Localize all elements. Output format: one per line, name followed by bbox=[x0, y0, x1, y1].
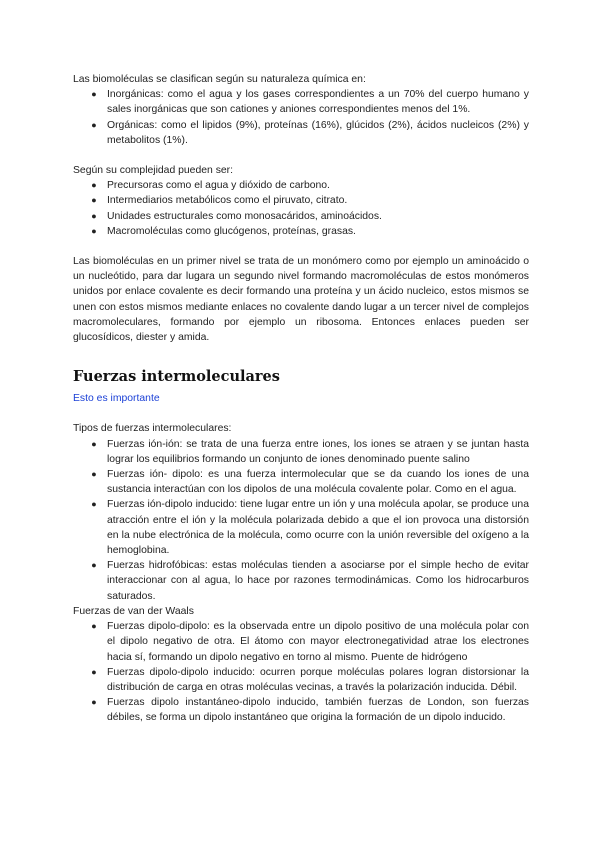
bullet-icon: ● bbox=[91, 119, 97, 130]
list-item: ● Macromoléculas como glucógenos, proteínas, grasas. bbox=[73, 224, 529, 239]
bullet-icon: ● bbox=[91, 621, 97, 632]
list-item: ● Fuerzas hidrofóbicas: estas moléculas tienden a asociarse por el simple hecho de evitar interaccionar con al agua, lo hace por razones termodinámicas. Como los hidrocarburos saturados. bbox=[73, 558, 529, 604]
section-heading: Fuerzas intermoleculares bbox=[73, 368, 280, 386]
levels-paragraph: Las biomoléculas en un primer nivel se trata de un monómero como por ejemplo un aminoácido o un nucleótido, para dar lugara un segundo nivel formando macromoléculas de estos monómeros unidos por enlace covalente es decir formando una proteína y un ácido nucleico, estos mismos se unen con estos mismos mediante enlaces no covalente dando lugar a un tercer nivel de complejos macromoleculares, formando por ejemplo un ribosoma. Entonces enlaces pueden ser glucosídicos, diester y amida. bbox=[73, 256, 529, 344]
bullet-icon: ● bbox=[91, 666, 97, 677]
bullet-icon: ● bbox=[91, 560, 97, 571]
list-item: ● Inorgánicas: como el agua y los gases correspondientes a un 70% del cuerpo humano y sales inorgánicas que son cationes y aniones correspondientes menos del 1%. bbox=[73, 87, 529, 117]
bullet-icon: ● bbox=[91, 225, 97, 236]
list-item: ● Precursoras como el agua y dióxido de carbono. bbox=[73, 178, 529, 193]
list-item: ● Intermediarios metabólicos como el piruvato, citrato. bbox=[73, 193, 529, 208]
van-der-waals-list bbox=[73, 619, 529, 725]
list-item: ● Fuerzas dipolo instantáneo-dipolo inducido, también fuerzas de London, son fuerzas débiles, se forma un dipolo instantáneo que origina la formación de un dipolo inducido. bbox=[73, 695, 529, 725]
forces-types-intro: Tipos de fuerzas intermoleculares: bbox=[73, 423, 232, 435]
list-item: ● Fuerzas dipolo-dipolo inducido: ocurren porque moléculas polares logran distorsionar la distribución de carga en otras moléculas vecinas, a través la polarización inducida. Débil. bbox=[73, 665, 529, 695]
important-note: Esto es importante bbox=[73, 393, 160, 405]
complexity-list bbox=[73, 178, 529, 239]
list-item: ● Fuerzas dipolo-dipolo: es la observada entre un dipolo positivo de una molécula polar con el dipolo negativo de otra. El átomo con mayor electronegatividad atrae los electrones hacia sí, formando un dipolo negativo en torno al mismo. Puente de hidrógeno bbox=[73, 619, 529, 665]
list-item: ● Fuerzas ión-ión: se trata de una fuerza entre iones, los iones se atraen y se juntan hasta lograr los equilibrios formando un conjunto de iones denominado puente salino bbox=[73, 437, 529, 467]
bullet-icon: ● bbox=[91, 469, 97, 480]
van-der-waals-intro: Fuerzas de van der Waals bbox=[73, 605, 194, 617]
classification-intro: Las biomoléculas se clasifican según su naturaleza química en: bbox=[73, 74, 366, 85]
list-item: ● Orgánicas: como el lipidos (9%), proteínas (16%), glúcidos (2%), ácidos nucleicos (2%) y metabolitos (1%). bbox=[73, 118, 529, 148]
forces-types-list bbox=[73, 437, 529, 604]
bullet-icon: ● bbox=[91, 210, 97, 221]
bullet-icon: ● bbox=[91, 89, 97, 100]
list-item: ● Unidades estructurales como monosacáridos, aminoácidos. bbox=[73, 209, 529, 224]
list-item: ● Fuerzas ión-dipolo inducido: tiene lugar entre un ión y una molécula apolar, se produce una atracción entre el ión y la molécula polarizada debido a que el ion provoca una distorsión en la nube electrónica de la molécula, como ocurre con la unión reversible del oxígeno a la hemoglobina. bbox=[73, 497, 529, 558]
bullet-icon: ● bbox=[91, 438, 97, 449]
list-item: ● Fuerzas ión- dipolo: es una fuerza intermolecular que se da cuando los iones de una sustancia interactúan con los dipolos de una molécula covalente polar. Como en el agua. bbox=[73, 467, 529, 497]
bullet-icon: ● bbox=[91, 697, 97, 708]
bullet-icon: ● bbox=[91, 195, 97, 206]
bullet-icon: ● bbox=[91, 499, 97, 510]
complexity-intro: Según su complejidad pueden ser: bbox=[73, 165, 234, 177]
bullet-icon: ● bbox=[91, 180, 97, 191]
document-body bbox=[73, 72, 529, 726]
classification-list bbox=[73, 87, 529, 148]
